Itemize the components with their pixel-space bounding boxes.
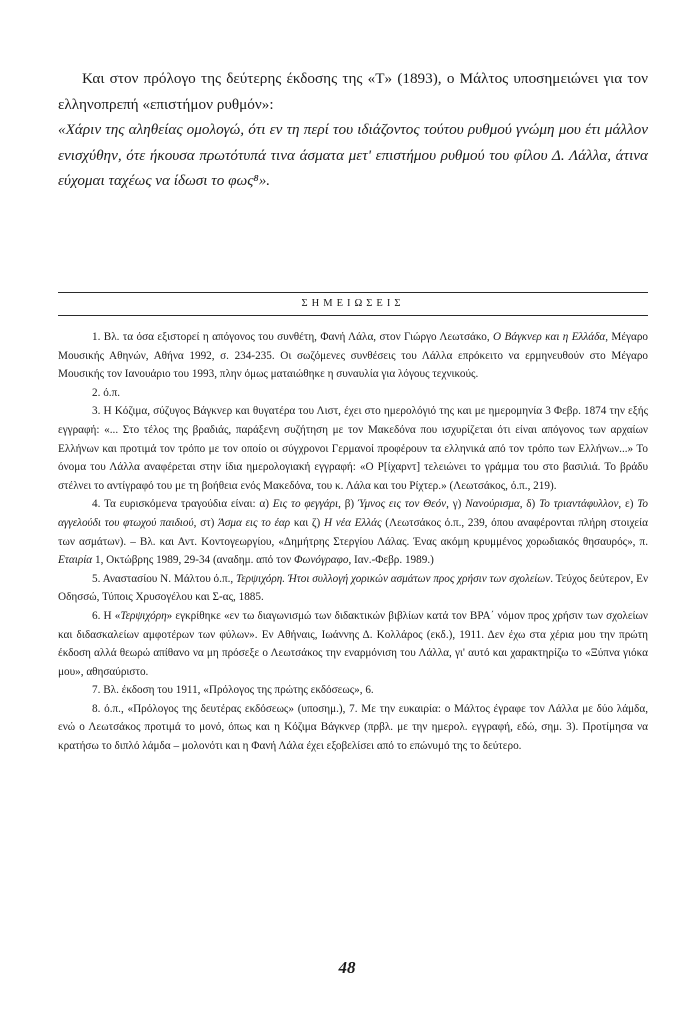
note-6-text: 6. Η «: [92, 609, 121, 622]
note-6-title: Τερψιχόρη: [120, 609, 167, 622]
notes-heading: ΣΗΜΕΙΩΣΕΙΣ: [301, 298, 405, 309]
note-4-title: Εις το φεγγάρι: [272, 498, 339, 511]
note-5: [58, 570, 648, 607]
note-1-rest: , Μέγαρο Μουσικής Αθηνών, Αθήνα 1992, σ. 234-235. Οι σωζόμενες συνθέσεις του Λάλλα επρόκειτο να ερμηνευθούν στο Μέγαρο Μουσικής τον Ιανουάριο του 1993, πλην όμως ματαιώθηκε η συναυλία για λόγους τεχνικούς.: [58, 331, 648, 381]
note-4-title: Εταιρία: [58, 554, 93, 567]
note-1-title: Ο Βάγκνερ και η Ελλάδα: [493, 331, 606, 343]
note-5-text: 5. Αναστασίου Ν. Μάλτου ό.π.,: [92, 572, 237, 585]
note-2: 2. ό.π.: [92, 386, 121, 399]
notes-bottom-rule: [58, 315, 648, 316]
note-4-text: , γ): [446, 498, 466, 511]
note-4: [58, 495, 648, 569]
note-4-text: και ζ): [290, 516, 324, 529]
note-8: 8. ό.π., «Πρόλογος της δευτέρας εκδόσεως» (υποσημ.), 7. Με την ευκαιρία: ο Μάλτος έγραφε τον Λάλλα με δύο λάμδα, ενώ ο Λεωτσάκος προτιμά το μονό, όπως και η Κόζιμα Βάγκνερ (πρβλ. με την ημερολ. εγγραφή, εδώ, σημ. 3). Προτίμησα να κρατήσω το διπλό λάμδα – μολονότι και η Φανή Λάλα έχει εξοβελίσει από το επώνυμό της το δεύτερο.: [58, 702, 648, 753]
note-4-title: Το αγγελούδι του φτωχού παιδιού: [58, 498, 649, 529]
page-number: 48: [338, 958, 356, 977]
notes-top-rule: [58, 292, 648, 293]
notes-section: [58, 328, 648, 756]
note-1-text: 1. Βλ. τα όσα εξιστορεί η απόγονος του συνθέτη, Φανή Λάλα, στον Γιώργο Λεωτσάκο,: [92, 331, 494, 343]
note-1: [58, 328, 648, 384]
note-4-title: Η νέα Ελλάς: [323, 516, 382, 529]
note-4-text: , ε): [618, 498, 638, 511]
note-5-rest: . Τεύχος δεύτερον, Εν Οδησσώ, Τύποις Χρυσογέλου και Σ-ας, 1885.: [58, 572, 649, 604]
note-6-rest: » εγκρίθηκε «εν τω διαγωνισμώ των διδακτικών βιβλίων κατά τον ΒΡΑ΄ νόμον προς χρήσιν των σχολείων και διδασκαλείων αμφοτέρων των φύλων». Εν Αθήναις, Ιωάννης Δ. Κολλάρος (εκδ.), 1911. Δεν έχω στα χέρια μου την πρώτη έκδοση αλλά θεωρώ απίθανο να μη πρόσεξε ο Λεωτσάκος την εναρμόνιση του Λάλλα, γι' αυτό και χαρακτηρίζω το «Ξύπνα γιόκα μου», αθησαύριστο.: [58, 609, 648, 678]
note-4-title: Το τριαντάφυλλον: [539, 498, 619, 511]
quotation-paragraph: «Χάριν της αληθείας ομολογώ, ότι εν τη περί του ιδιάζοντος τούτου ρυθμού γνώμη μου έτι μάλλον ενισχύθην, ότε ήκουσα πρωτότυπά τινα άσματα μετ' επιστήμου ρυθμού του φίλου Δ. Λάλλα, άτινα εύχομαι ταχέως να ίδωσι το φως⁸».: [58, 121, 648, 189]
note-4-title: Νανούρισμα: [465, 498, 520, 511]
note-4-text: , Ιαν.-Φεβρ. 1989.): [348, 554, 434, 567]
note-4-text: 1, Οκτώβρης 1989, 29-34 (αναδημ. από τον: [92, 554, 295, 567]
note-4-title: Ύμνος εις τον Θεόν: [357, 498, 447, 511]
note-5-title: Τερψιχόρη. Ήτοι συλλογή χορικών ασμάτων προς χρήσιν των σχολείων: [236, 572, 551, 585]
note-4-text: , στ): [193, 516, 219, 529]
note-4-text: (Λεωτσάκος ό.π., 239, όπου αναφέρονται πλήρη στοιχεία των ασμάτων). – Βλ. και Αντ. Κοντογεωργίου, «Δημήτρης Στεργίου Λάλας. Ένας ακόμη κρυμμένος χορωδιακός θησαυρός», π.: [58, 516, 648, 548]
note-4-title: Φωνόγραφο: [294, 554, 349, 567]
note-4-text: , δ): [519, 498, 540, 511]
note-7: 7. Βλ. έκδοση του 1911, «Πρόλογος της πρώτης εκδόσεως», 6.: [92, 684, 374, 697]
note-4-text: 4. Τα ευρισκόμενα τραγούδια είναι: α): [92, 498, 273, 511]
body-text: [58, 66, 648, 194]
note-3: 3. Η Κόζιμα, σύζυγος Βάγκνερ και θυγατέρα του Λιστ, έχει στο ημερολόγιό της και με ημερομηνία 3 Φεβρ. 1874 την εξής εγγραφή: «... Στο τέλος της βραδιάς, παράξενη συζήτηση με τον Μακεδόνα που ισχυρίζεται ότι είναι απόγονος των αρχαίων Ελλήνων και προτιμά τον τρόπο με τον οποίο οι σύγχρονοι Γερμανοί προφέρουν τα ελληνικά από τον τρόπο των Ελλήνων...» Το όνομα του Λάλλα αναφέρεται στην ίδια ημερολογιακή εγγραφή: «Ο Ρ[ίχαρντ] τελειώνει το γράμμα του στο βασιλιά. Το βράδυ στέλνει το αντίγραφό του με τη βοήθεια ενός Μακεδόνα, του κ. Λάλα και του Ρίχτερ.» (Λεωτσάκος, ό.π., 219).: [58, 405, 648, 492]
note-4-text: , β): [338, 498, 358, 511]
note-4-title: Άσμα εις το έαρ: [218, 516, 291, 529]
intro-paragraph: Και στον πρόλογο της δεύτερης έκδοσης της «Τ» (1893), ο Μάλτος υποσημειώνει για τον ελληνοπρεπή «επιστήμον ρυθμόν»:: [58, 70, 648, 113]
note-6: [58, 607, 648, 681]
